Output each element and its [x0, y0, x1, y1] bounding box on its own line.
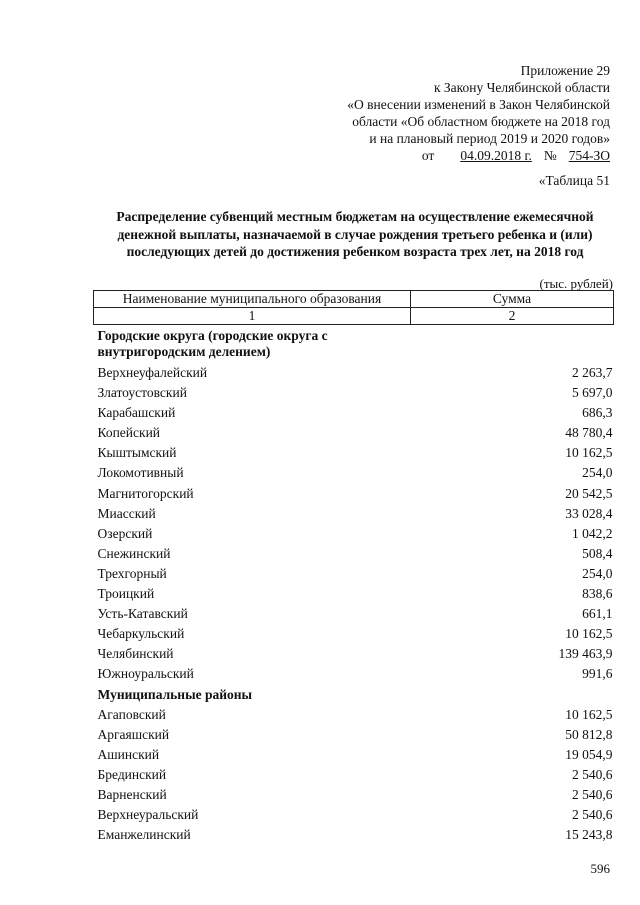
- decree-date: 04.09.2018 г.: [460, 148, 532, 163]
- page-number: 596: [590, 861, 610, 876]
- subsidy-amount: 991,6: [582, 666, 613, 682]
- subsidy-amount: 1 042,2: [572, 525, 613, 541]
- document-title: Распределение субвенций местным бюджетам на осуществление ежемесячной денежной выплаты, назначаемой в случае рождения третьего ребенка и (или) последующих детей до достижения ребенком возраста трех лет, на 2018 год: [116, 209, 594, 259]
- subsidy-amount: 2 263,7: [572, 365, 613, 380]
- column-header-amount: Сумма: [411, 291, 614, 308]
- subsidy-amount: 254,0: [582, 565, 613, 581]
- subsidy-amount: 254,0: [582, 465, 613, 481]
- municipality-name: Златоустовский: [97, 385, 187, 401]
- municipality-name: Озерский: [97, 525, 153, 541]
- number-sign: №: [543, 148, 557, 163]
- municipality-name: Копейский: [97, 425, 161, 441]
- column-header-name: Наименование муниципального образования: [94, 291, 411, 308]
- from-label: от: [421, 148, 435, 163]
- subsidy-amount: 2 540,6: [572, 786, 613, 802]
- subsidy-amount: 20 542,5: [565, 485, 613, 501]
- column-index-2: 2: [411, 308, 614, 325]
- table-row: [94, 443, 614, 463]
- table-row: [94, 604, 614, 624]
- subsidy-amount: 48 780,4: [565, 425, 613, 441]
- table-header-row: [94, 291, 614, 308]
- decree-number: 754-ЗО: [568, 148, 610, 163]
- subsidy-amount: 50 812,8: [565, 726, 613, 742]
- municipality-name: Трехгорный: [97, 565, 167, 581]
- table-index-row: [94, 308, 614, 325]
- appendix-header: [290, 62, 610, 164]
- municipality-name: Снежинский: [97, 545, 171, 561]
- municipality-name: Чебаркульский: [97, 626, 185, 642]
- municipality-name: Магнитогорский: [97, 485, 194, 501]
- municipality-name: Локомотивный: [97, 465, 184, 481]
- table-row: [94, 705, 614, 725]
- subsidy-amount: 2 540,6: [572, 766, 613, 782]
- municipality-name: Варненский: [97, 786, 167, 802]
- section-title: Городские округа (городские округа с внутригородским делением): [97, 328, 328, 359]
- subsidy-amount: 33 028,4: [565, 505, 613, 521]
- municipality-name: Южноуральский: [97, 666, 194, 682]
- section-title: Муниципальные районы: [97, 686, 253, 702]
- table-row: [94, 423, 614, 443]
- municipality-name: Еманжелинский: [97, 827, 191, 843]
- subsidy-amount: 508,4: [582, 545, 613, 561]
- subsidy-amount: 19 054,9: [565, 746, 613, 762]
- table-row: [94, 805, 614, 825]
- municipality-name: Верхнеуральский: [97, 807, 199, 823]
- municipality-name: Кыштымский: [97, 445, 177, 461]
- law-title-line-3: и на плановый период 2019 и 2020 годов»: [369, 131, 610, 146]
- column-index-1: 1: [94, 308, 411, 325]
- subsidy-amount: 10 162,5: [565, 445, 613, 461]
- section-row-municipal-districts: [94, 685, 614, 705]
- table-row: [94, 825, 614, 845]
- appendix-number: Приложение 29: [520, 63, 610, 78]
- municipality-name: Ашинский: [97, 746, 160, 762]
- subsidy-amount: 838,6: [582, 586, 613, 602]
- table-row: [94, 765, 614, 785]
- municipality-name: Усть-Катавский: [97, 606, 188, 622]
- municipality-name: Брединский: [97, 766, 167, 782]
- table-row: [94, 524, 614, 544]
- table-row: [94, 785, 614, 805]
- subsidy-amount: 661,1: [582, 606, 613, 622]
- municipality-name: Троицкий: [97, 586, 155, 602]
- municipality-name: Миасский: [97, 505, 156, 521]
- table-row: [94, 664, 614, 684]
- subsidy-amount: 10 162,5: [565, 626, 613, 642]
- table-row: [94, 584, 614, 604]
- table-row: [94, 544, 614, 564]
- table-row: [94, 644, 614, 664]
- table-row: [94, 745, 614, 765]
- table-row: [94, 363, 614, 383]
- decree-line: [290, 147, 610, 164]
- municipality-name: Аргаяшский: [97, 726, 170, 742]
- subsidy-amount: 5 697,0: [572, 385, 613, 401]
- law-title-line-1: «О внесении изменений в Закон Челябинской: [347, 97, 610, 112]
- table-row: [94, 624, 614, 644]
- table-body: [94, 325, 614, 846]
- units-label: (тыс. рублей): [539, 276, 613, 291]
- table-row: [94, 463, 614, 483]
- table-row: [94, 504, 614, 524]
- table-reference: «Таблица 51: [538, 173, 610, 188]
- law-reference: к Закону Челябинской области: [433, 80, 610, 95]
- table-row: [94, 484, 614, 504]
- section-row-city-districts: [94, 325, 614, 364]
- subsidy-table: [93, 290, 614, 845]
- table-row: [94, 564, 614, 584]
- law-title-line-2: области «Об областном бюджете на 2018 год: [352, 114, 610, 129]
- subsidy-amount: 686,3: [582, 405, 613, 421]
- municipality-name: Карабашский: [97, 405, 176, 421]
- municipality-name: Агаповский: [97, 706, 166, 722]
- subsidy-amount: 15 243,8: [565, 827, 613, 843]
- table-row: [94, 403, 614, 423]
- municipality-name: Челябинский: [97, 646, 174, 662]
- table-row: [94, 383, 614, 403]
- subsidy-amount: 139 463,9: [558, 646, 613, 662]
- subsidy-amount: 2 540,6: [572, 807, 613, 823]
- subsidy-amount: 10 162,5: [565, 706, 613, 722]
- table-row: [94, 725, 614, 745]
- municipality-name: Верхнеуфалейский: [97, 365, 208, 380]
